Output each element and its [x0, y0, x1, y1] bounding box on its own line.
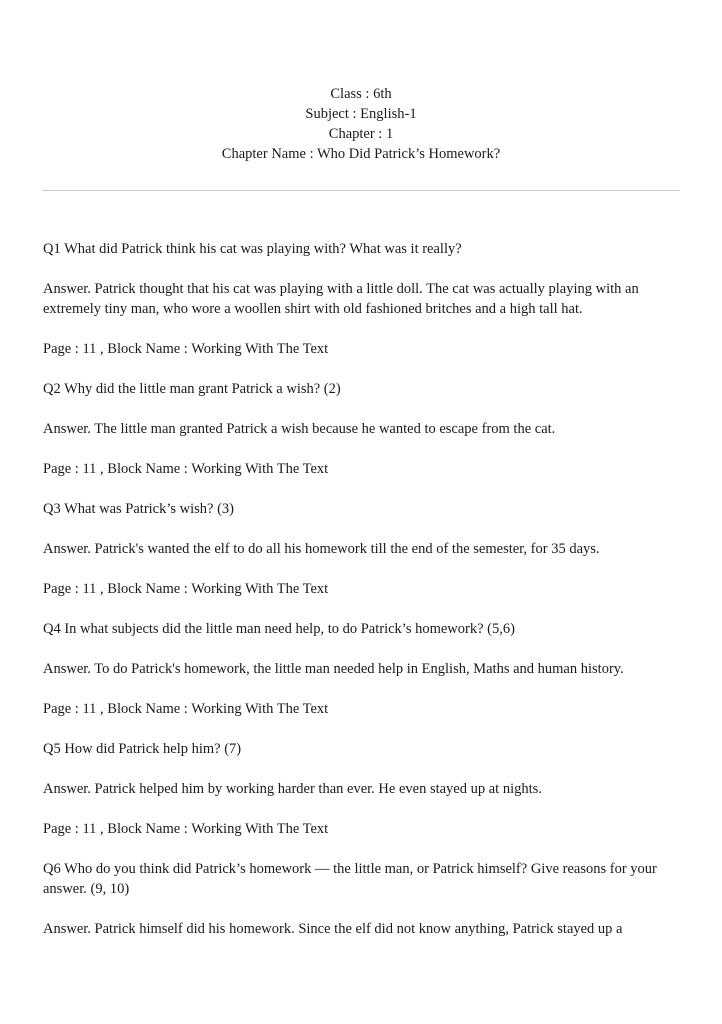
chapter-name-line: Chapter Name : Who Did Patrick’s Homework?: [221, 146, 501, 162]
answer-1: Answer. Patrick thought that his cat was playing with a little doll. The cat was actually playing with an extremely tiny man, who wore a woollen shirt with old fashioned britches and a high tall hat.: [43, 281, 639, 317]
question-2: Q2 Why did the little man grant Patrick a wish? (2): [43, 381, 341, 397]
page-reference-1: Page : 11 , Block Name : Working With The Text: [43, 341, 329, 357]
answer-2: Answer. The little man granted Patrick a wish because he wanted to escape from the cat.: [43, 421, 556, 437]
class-line: Class : 6th: [330, 86, 392, 102]
page-reference-3: Page : 11 , Block Name : Working With The Text: [43, 581, 329, 597]
question-5: Q5 How did Patrick help him? (7): [43, 741, 242, 757]
document-header: [0, 84, 722, 164]
qa-content: [43, 239, 683, 959]
answer-5: Answer. Patrick helped him by working harder than ever. He even stayed up at nights.: [43, 781, 542, 797]
subject-line: Subject : English-1: [305, 106, 417, 122]
question-1: Q1 What did Patrick think his cat was playing with? What was it really?: [43, 241, 462, 257]
page-reference-2: Page : 11 , Block Name : Working With The Text: [43, 461, 329, 477]
page-reference-5: Page : 11 , Block Name : Working With The Text: [43, 821, 329, 837]
question-6: Q6 Who do you think did Patrick’s homework — the little man, or Patrick himself? Give reasons for your answer. (9, 10): [43, 861, 657, 897]
question-3: Q3 What was Patrick’s wish? (3): [43, 501, 235, 517]
answer-3: Answer. Patrick's wanted the elf to do all his homework till the end of the semester, for 35 days.: [43, 541, 600, 557]
question-4: Q4 In what subjects did the little man need help, to do Patrick’s homework? (5,6): [43, 621, 515, 637]
page-reference-4: Page : 11 , Block Name : Working With The Text: [43, 701, 329, 717]
chapter-line: Chapter : 1: [328, 126, 394, 142]
header-divider: [42, 190, 680, 191]
answer-4: Answer. To do Patrick's homework, the little man needed help in English, Maths and human history.: [43, 661, 624, 677]
answer-6: Answer. Patrick himself did his homework. Since the elf did not know anything, Patrick stayed up a: [43, 921, 623, 937]
